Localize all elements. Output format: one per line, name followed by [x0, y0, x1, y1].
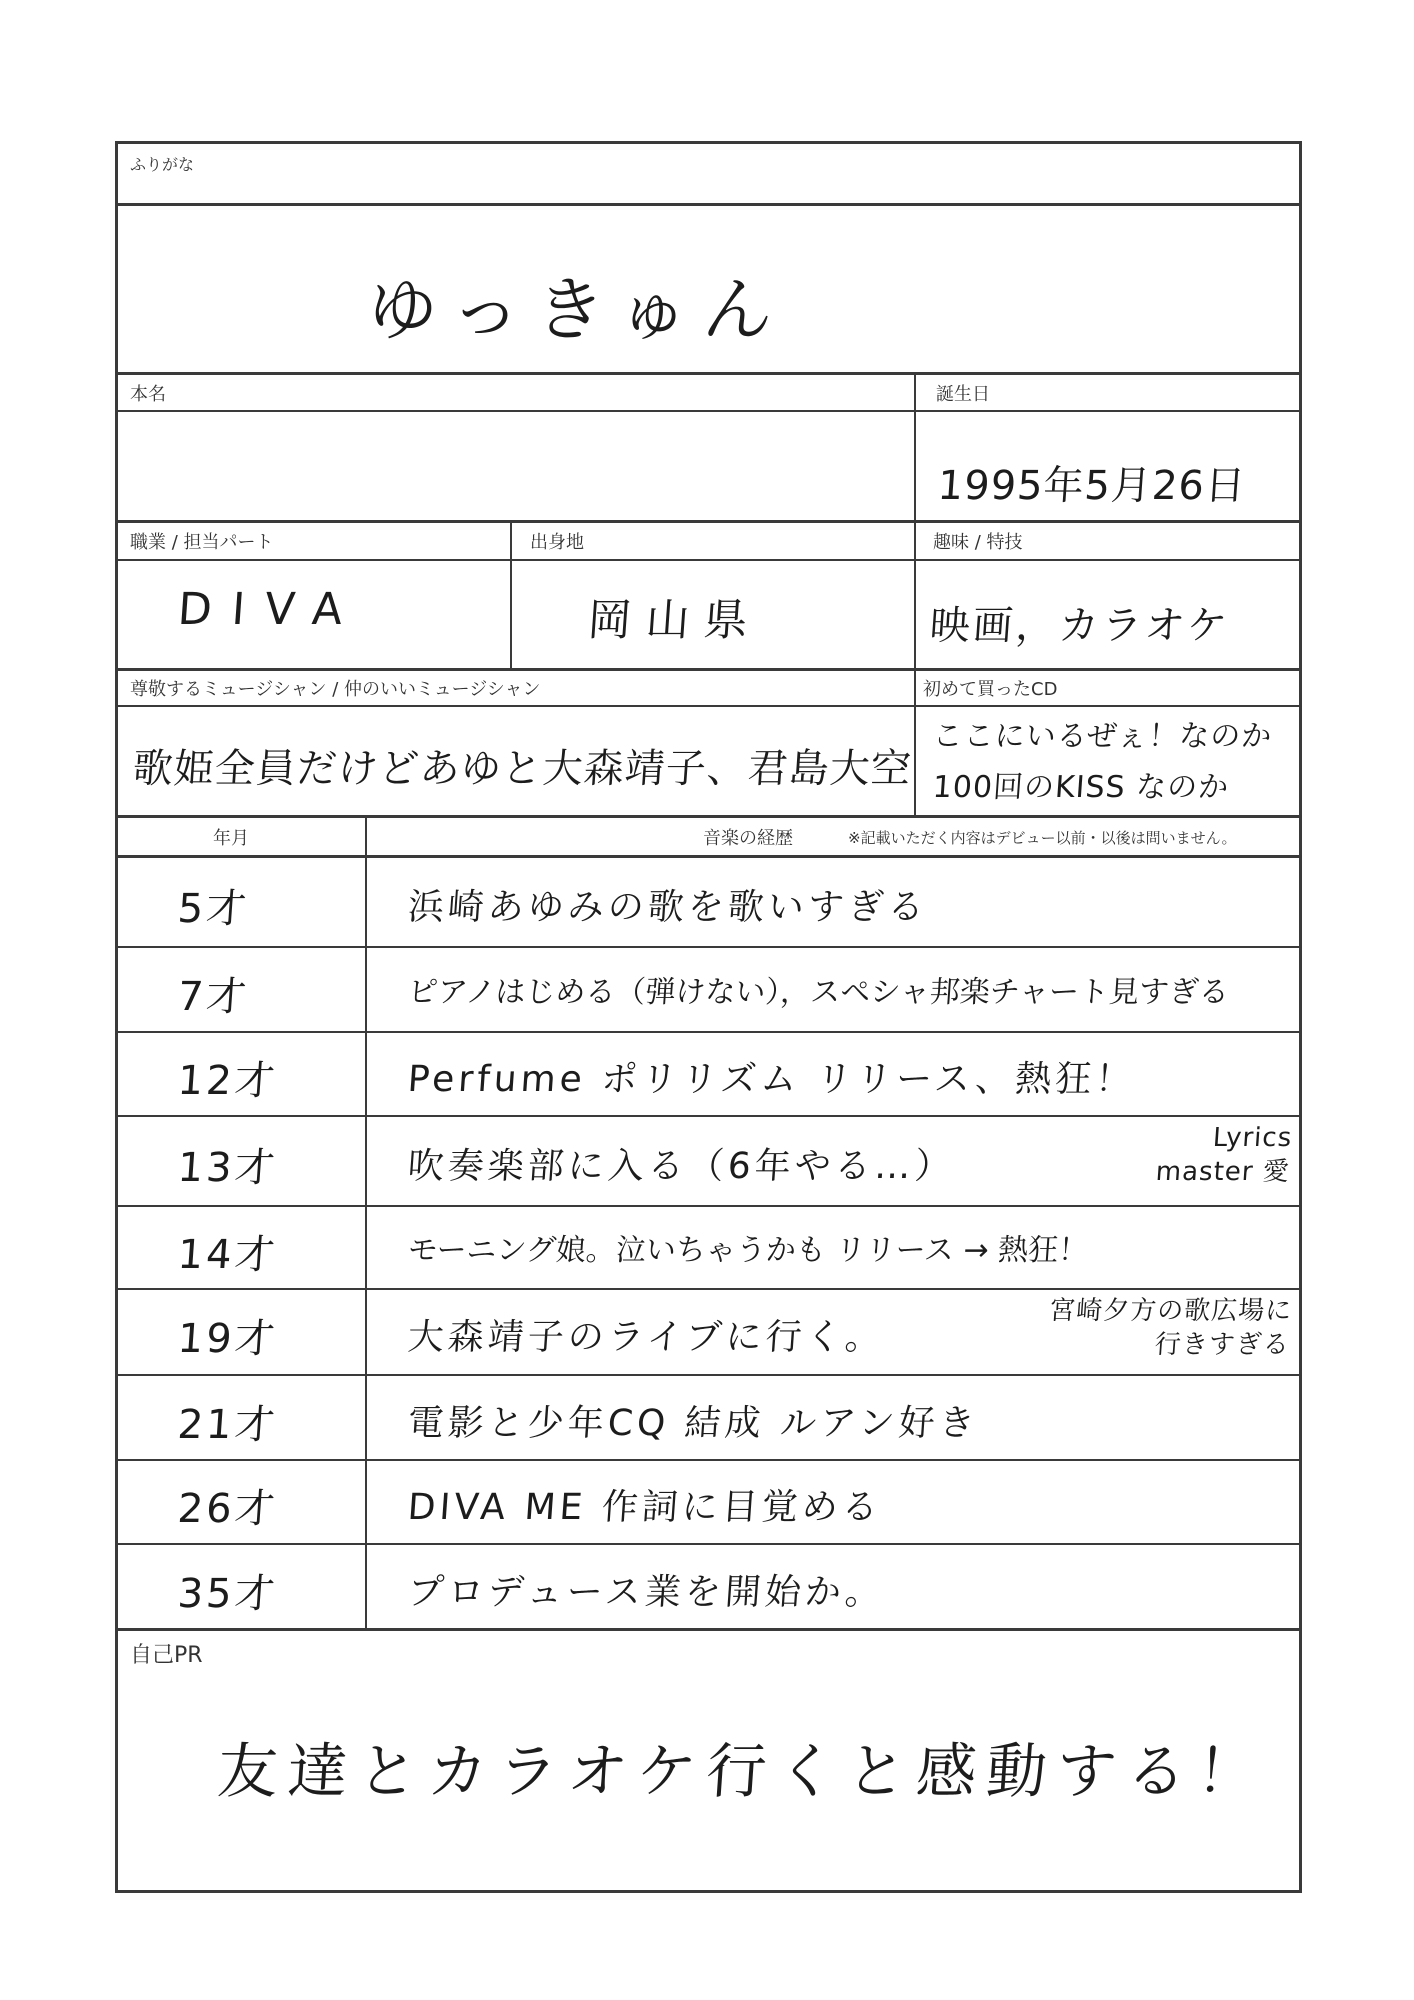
history-row: [118, 1205, 1299, 1288]
history-age: 35才: [176, 1570, 280, 1617]
history-text: 大森靖子のライブに行く。: [406, 1317, 887, 1358]
divider: [118, 559, 1299, 561]
history-row: [118, 1374, 1299, 1459]
history-text: ピアノはじめる（弾けない），スペシャ邦楽チャート見すぎる: [406, 974, 1231, 1010]
first-cd-label: 初めて買ったCD: [923, 679, 1058, 700]
divider: [118, 668, 1299, 671]
self-pr-value: 友達とカラオケ行くと感動する！: [215, 1737, 1269, 1807]
first-cd-value-2: 100回のKISS なのか: [931, 770, 1231, 805]
divider: [118, 203, 1299, 206]
history-age: 13才: [176, 1145, 280, 1191]
history-text: プロデュース業を開始か。: [406, 1571, 887, 1613]
divider: [118, 1628, 1299, 1631]
profile-form: [115, 141, 1302, 1893]
history-age: 19才: [176, 1316, 280, 1362]
occupation-label: 職業 / 担当パート: [130, 532, 274, 553]
history-row: [118, 1543, 1299, 1628]
birthday-value: 1995年5月26日: [936, 463, 1248, 509]
history-note: ※記載いただく内容はデビュー以前・以後は問いません。: [848, 829, 1237, 847]
history-age: 26才: [176, 1486, 280, 1532]
history-age: 5才: [176, 885, 251, 932]
history-text: モーニング娘。泣いちゃうかも リリース → 熱狂！: [406, 1232, 1090, 1268]
history-text: DIVA ME 作詞に目覚める: [406, 1487, 884, 1528]
history-row: [118, 1115, 1299, 1205]
history-row: [118, 1459, 1299, 1543]
divider: [914, 372, 916, 815]
history-text: 吹奏楽部に入る（6年やる…）: [406, 1146, 957, 1187]
history-text: 浜崎あゆみの歌を歌いすぎる: [406, 886, 930, 928]
occupation-value: DIVA: [176, 584, 365, 635]
history-note-text: 宮崎夕方の歌広場に行きすぎる: [1048, 1296, 1294, 1360]
divider: [118, 410, 1299, 412]
divider: [118, 520, 1299, 523]
history-row: [118, 855, 1299, 946]
self-pr-label: 自己PR: [130, 1643, 203, 1668]
first-cd-value-1: ここにいるぜぇ！なのか: [931, 719, 1274, 754]
history-row: [118, 946, 1299, 1031]
musicians-value: 歌姫全員だけどあゆと大森靖子、君島大空: [131, 746, 914, 792]
hometown-value: 岡山県: [585, 595, 764, 646]
year-month-header: 年月: [213, 828, 249, 849]
hobby-label: 趣味 / 特技: [933, 532, 1023, 553]
music-history-header: 音楽の経歴: [703, 828, 793, 849]
history-age: 12才: [176, 1058, 280, 1104]
divider: [118, 372, 1299, 375]
divider: [510, 520, 512, 668]
history-age: 14才: [176, 1231, 280, 1278]
history-row: [118, 1031, 1299, 1115]
history-note-text: Lyrics master 愛: [1154, 1123, 1294, 1187]
real-name-label: 本名: [130, 384, 166, 405]
hobby-value: 映画，カラオケ: [928, 603, 1232, 649]
musicians-label: 尊敬するミュージシャン / 仲のいいミュージシャン: [130, 679, 541, 700]
furigana-label: ふりがな: [130, 155, 195, 174]
history-row: [118, 1288, 1299, 1374]
hometown-label: 出身地: [530, 532, 584, 553]
birthday-label: 誕生日: [936, 384, 990, 405]
history-age: 7才: [176, 973, 251, 1020]
history-age: 21才: [176, 1401, 280, 1448]
name-value: ゆっきゅん: [364, 269, 790, 351]
divider: [118, 815, 1299, 818]
divider: [118, 705, 1299, 707]
history-text: Perfume ポリリズム リリース、熱狂！: [406, 1059, 1137, 1100]
history-text: 電影と少年CQ 結成 ルアン好き: [406, 1402, 981, 1444]
